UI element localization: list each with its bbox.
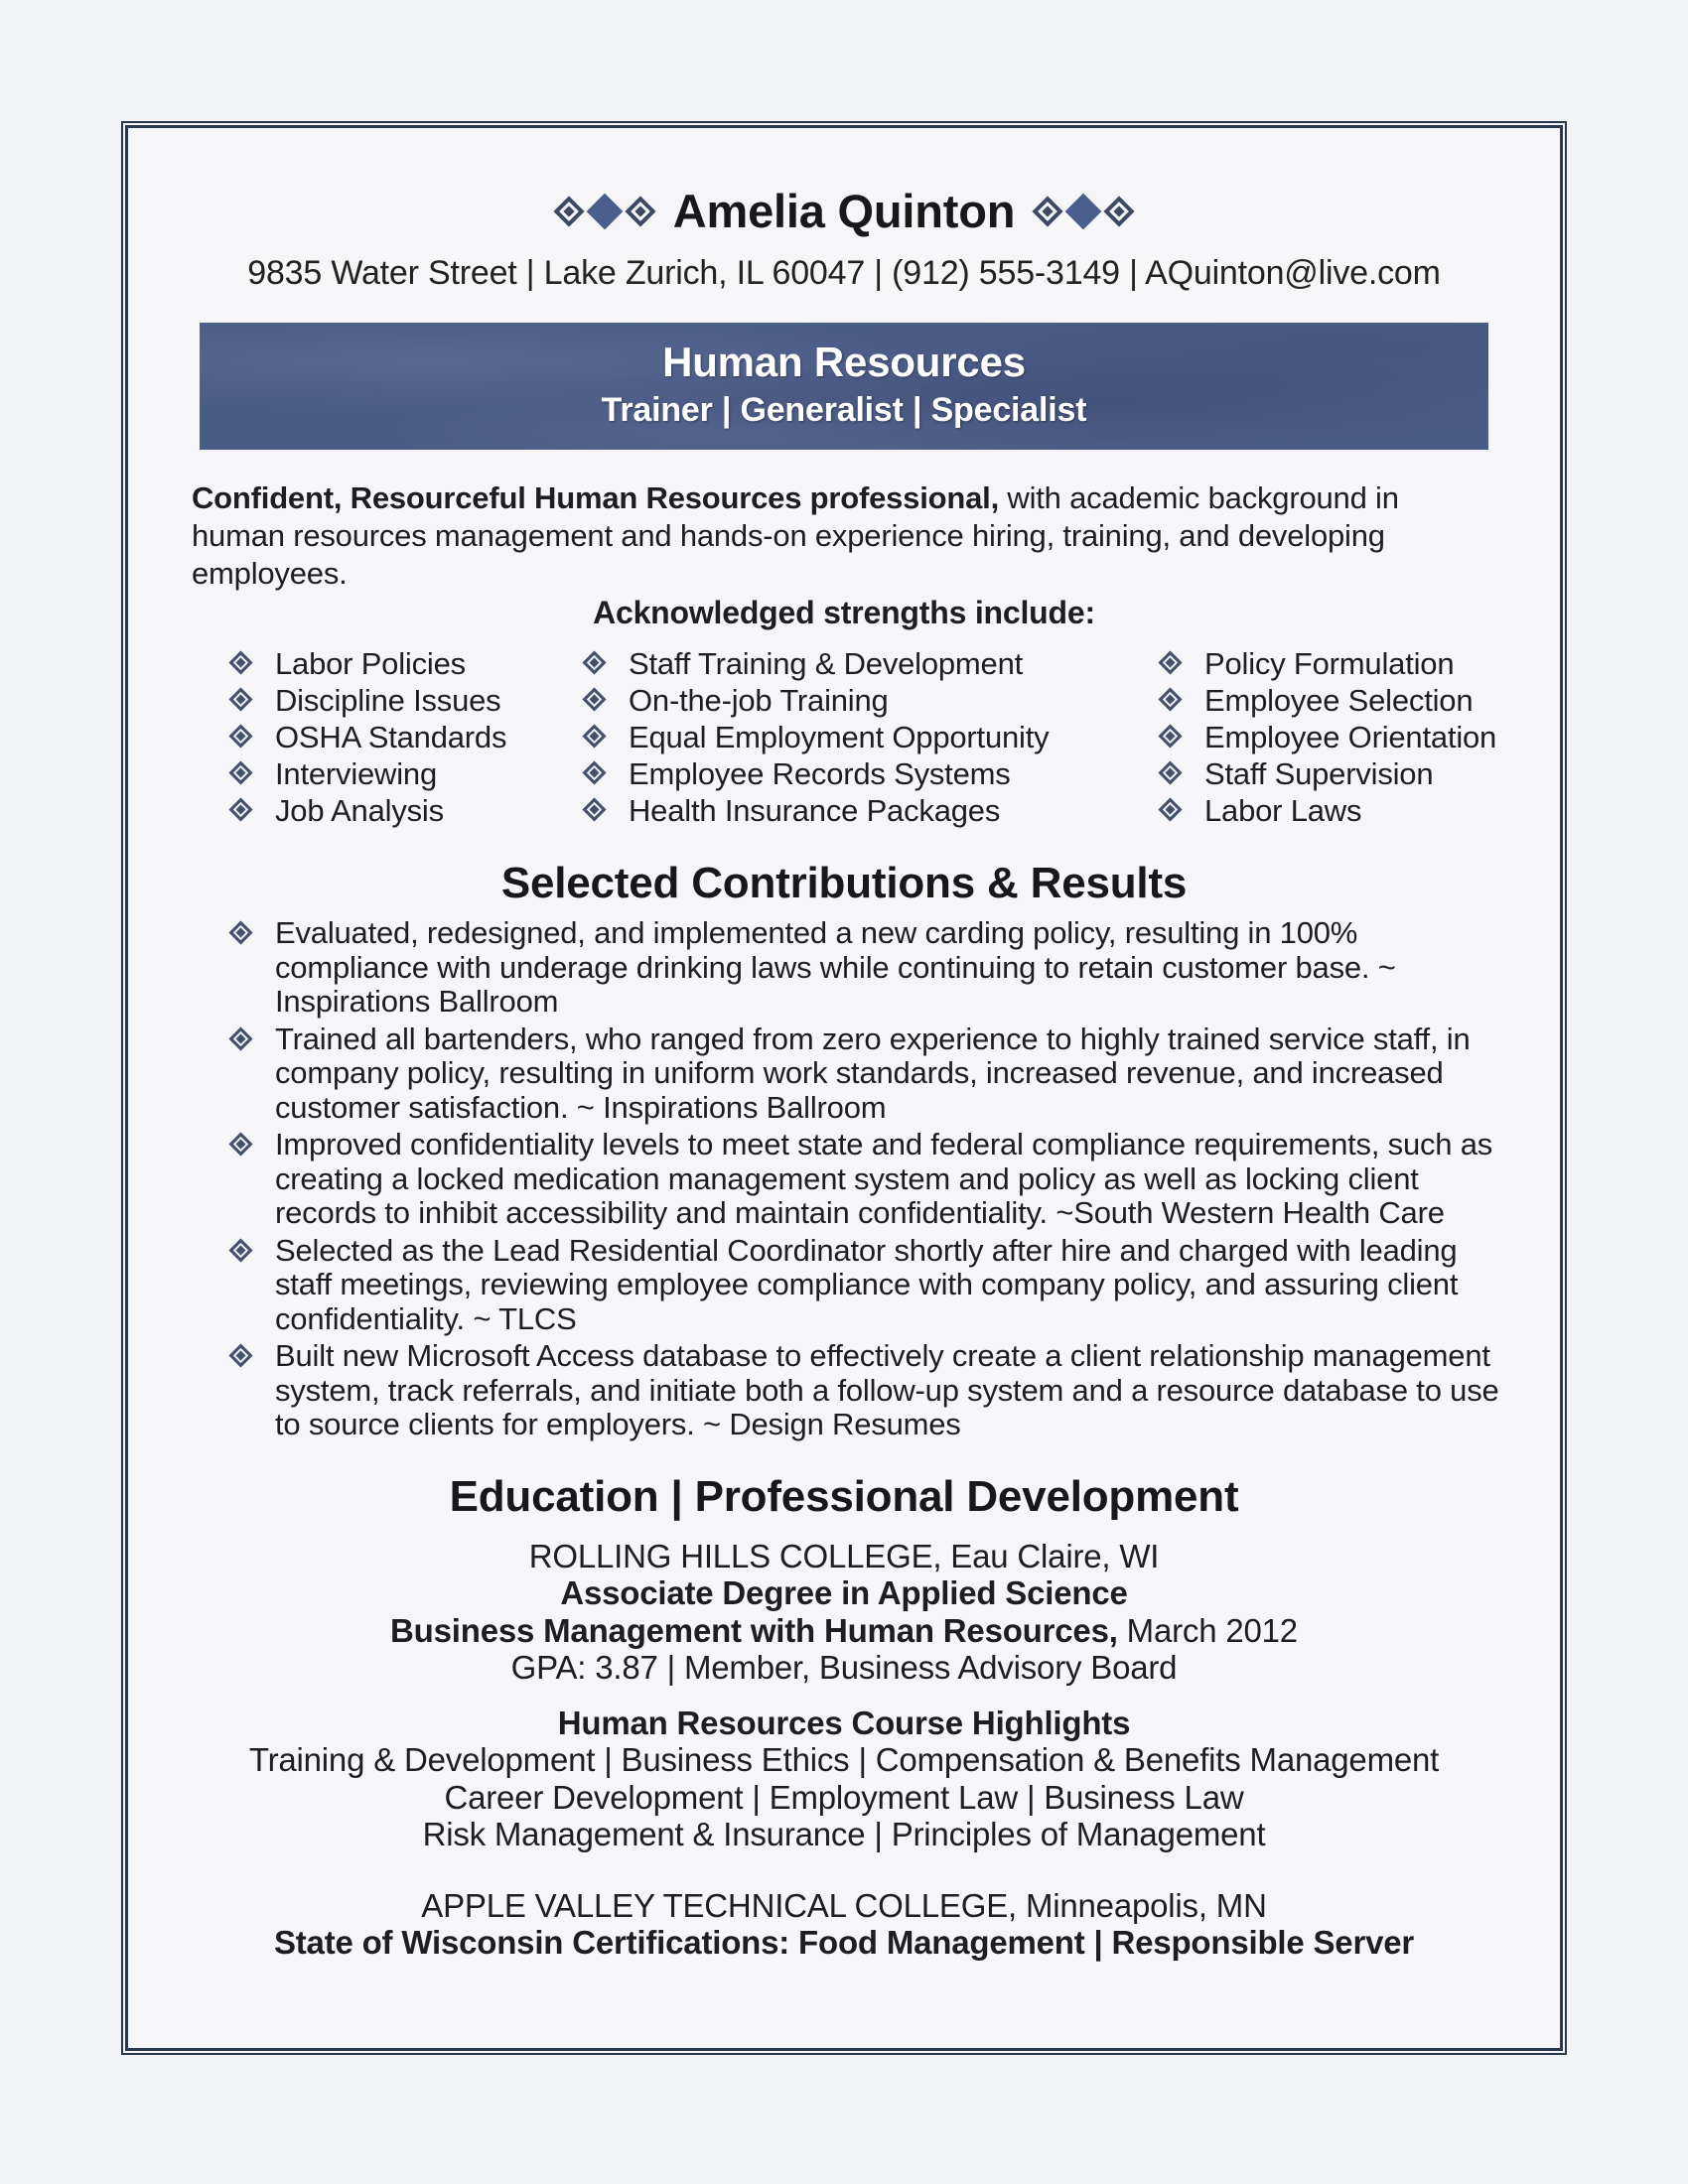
diamond-bullet-icon [228,920,252,944]
diamond-bullet-icon [582,760,606,784]
skill-item [229,792,583,829]
diamond-bullet-icon [228,724,252,748]
contribution-item [229,1339,1500,1442]
diamond-ornament-left [558,199,651,224]
skill-item [1159,682,1520,719]
skill-label: Job Analysis [275,793,444,828]
diamond-bullet-icon [228,650,252,674]
contact-line: 9835 Water Street | Lake Zurich, IL 60047 | (912) 555-3149 | AQuinton@live.com [247,254,1441,292]
skill-item [583,792,1159,829]
program [168,1612,1520,1650]
course-line: Career Development | Employment Law | Business Law [444,1778,1244,1816]
skill-label: On-the-job Training [629,683,889,718]
skills-column-2 [583,645,1159,829]
skill-item [1159,719,1520,755]
skill-label: Staff Supervision [1204,756,1434,791]
contribution-item [229,1234,1500,1337]
education-college-2 [168,1887,1520,1962]
diamond-solid-icon [1065,193,1102,229]
diamond-bullet-icon [228,1238,252,1262]
summary-lead: Confident, Resourceful Human Resources professional, [192,480,999,515]
school-name: APPLE VALLEY TECHNICAL COLLEGE, Minneapolis, MN [421,1886,1267,1924]
skill-label: Health Insurance Packages [629,793,1001,828]
skill-item [583,645,1159,682]
candidate-name: Amelia Quinton [672,185,1016,237]
course-line: Risk Management & Insurance | Principles of Management [422,1816,1266,1852]
contribution-item [229,1023,1500,1126]
skill-label: Employee Orientation [1204,720,1497,754]
course-highlights-heading: Human Resources Course Highlights [557,1704,1131,1741]
diamond-bullet-icon [228,1132,252,1156]
skill-label: Employee Selection [1204,683,1474,718]
page-border-inner [125,125,1563,2051]
skill-label: Discipline Issues [275,683,501,718]
skill-item [1159,792,1520,829]
diamond-bullet-icon [1158,650,1182,674]
course-highlights [168,1705,1520,1853]
diamond-bullet-icon [582,724,606,748]
banner-title: Human Resources [662,339,1026,385]
contribution-text: Trained all bartenders, who ranged from zero experience to highly trained service staff, in company policy, resulting in uniform work standards, increased revenue, and increased customer satisfaction. ~ Inspirations Ballroom [275,1021,1471,1125]
diamond-bullet-icon [228,1343,252,1367]
skill-label: OSHA Standards [275,720,507,754]
skill-label: Interviewing [275,756,438,791]
diamond-ring-icon [1033,196,1063,226]
diamond-ring-icon [625,196,655,226]
diamond-bullet-icon [1158,797,1182,821]
banner-subtitle: Trainer | Generalist | Specialist [601,391,1087,429]
contributions-heading: Selected Contributions & Results [500,859,1188,907]
contribution-item [229,916,1500,1020]
contribution-text: Built new Microsoft Access database to effectively create a client relationship management system, track referrals, and initiate both a follow-up system and a resource database to use to source clients for employers. ~ Design Resumes [275,1338,1499,1441]
diamond-bullet-icon [582,687,606,711]
skills-column-3 [1159,645,1520,829]
skills-column-1 [229,645,583,829]
degree: Associate Degree in Applied Science [560,1574,1128,1611]
diamond-bullet-icon [1158,760,1182,784]
skill-label: Employee Records Systems [629,756,1011,791]
course-line: Training & Development | Business Ethics | Compensation & Benefits Management [248,1741,1440,1778]
diamond-bullet-icon [582,797,606,821]
page-border-frame [121,121,1567,2055]
skill-item [1159,645,1520,682]
diamond-bullet-icon [228,687,252,711]
education-college-1 [168,1538,1520,1687]
diamond-ring-icon [553,196,584,226]
summary-paragraph [192,479,1496,593]
header-name-row [168,184,1520,238]
skill-label: Policy Formulation [1204,646,1455,681]
skill-item [583,719,1159,755]
skill-item [229,719,583,755]
education-heading: Education | Professional Development [449,1471,1239,1521]
skill-item [229,755,583,792]
skill-item [1159,755,1520,792]
diamond-bullet-icon [1158,687,1182,711]
diamond-solid-icon [586,193,623,229]
skill-label: Labor Policies [275,646,466,681]
diamond-ornament-right [1037,199,1130,224]
diamond-bullet-icon [228,797,252,821]
contribution-text: Evaluated, redesigned, and implemented a new carding policy, resulting in 100% compliance with underage drinking laws while continuing to retain customer base. ~ Inspirations Ballroom [275,915,1396,1019]
skill-label: Equal Employment Opportunity [629,720,1050,754]
title-banner [200,323,1488,450]
contributions-list [229,916,1500,1442]
program-date: March 2012 [1117,1611,1298,1649]
diamond-ring-icon [1104,196,1135,226]
school-name: ROLLING HILLS COLLEGE, Eau Claire, WI [528,1537,1160,1574]
gpa-line: GPA: 3.87 | Member, Business Advisory Board [510,1649,1178,1686]
skills-columns [229,645,1520,829]
skill-label: Labor Laws [1204,793,1362,828]
skill-item [583,755,1159,792]
contribution-item [229,1128,1500,1231]
strengths-label: Acknowledged strengths include: [593,595,1095,630]
diamond-bullet-icon [228,1026,252,1050]
summary-rest: with academic background in human resources management and hands-on experience hiring, training, and developing employees. [192,480,1399,591]
diamond-bullet-icon [582,650,606,674]
contribution-text: Improved confidentiality levels to meet state and federal compliance requirements, such as creating a locked medication management system and policy as well as locking client records to inhibit accessibility and maintain confidentiality. ~South Western Health Care [275,1127,1493,1230]
skill-item [229,682,583,719]
skill-item [229,645,583,682]
program-name: Business Management with Human Resources, [390,1611,1118,1649]
skill-item [583,682,1159,719]
resume-page [128,128,1560,2048]
diamond-bullet-icon [1158,724,1182,748]
diamond-bullet-icon [228,760,252,784]
certifications: State of Wisconsin Certifications: Food Management | Responsible Server [273,1924,1415,1961]
skill-label: Staff Training & Development [629,646,1024,681]
contribution-text: Selected as the Lead Residential Coordinator shortly after hire and charged with leading staff meetings, reviewing employee compliance with company policy, and assuring client confidentiality. ~ TLCS [275,1232,1459,1336]
